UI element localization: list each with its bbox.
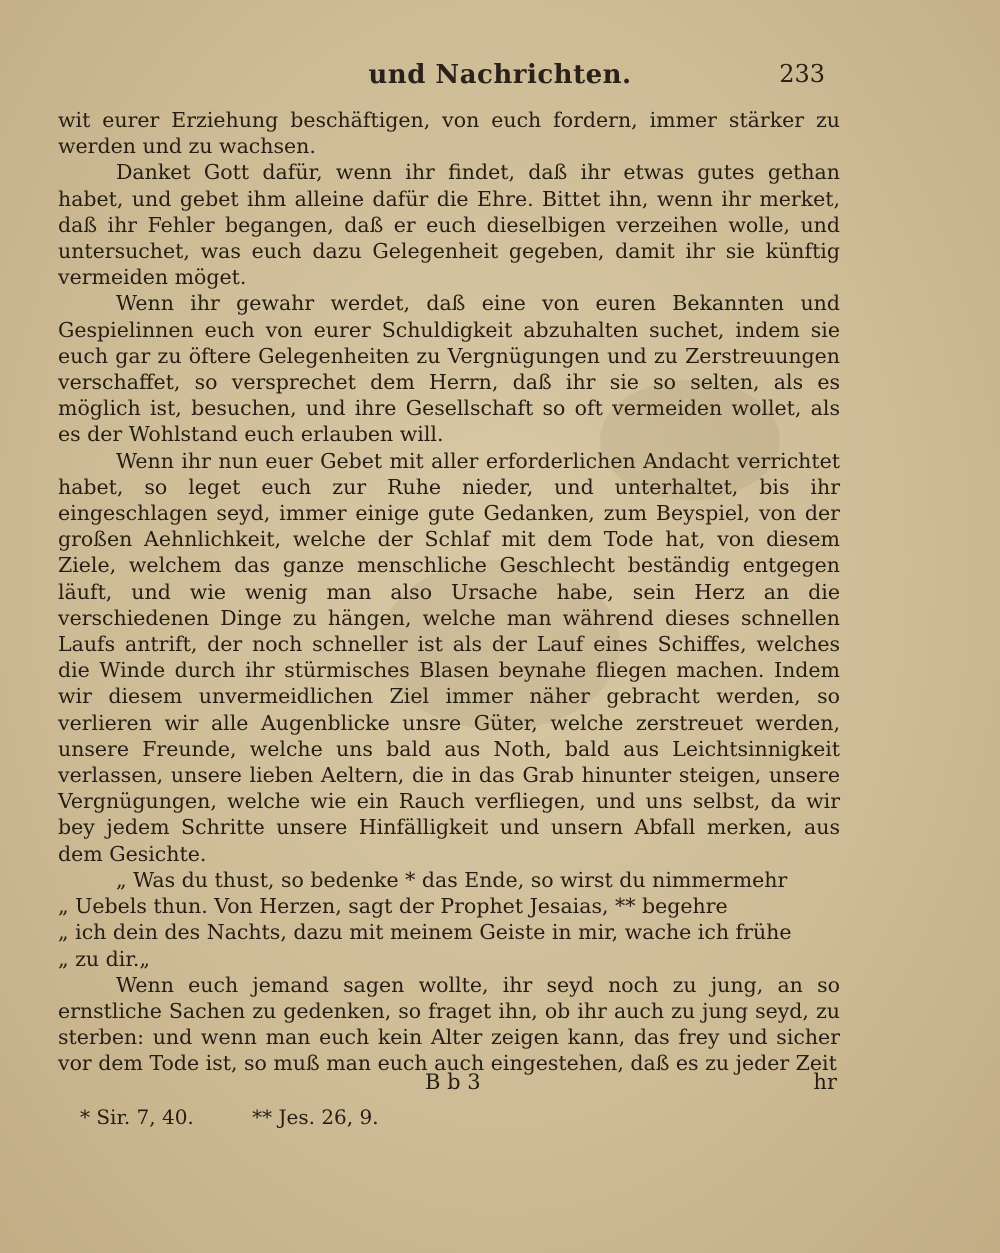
paragraph: Wenn ihr nun euer Gebet mit aller erforderlichen Andacht verrichtet habet, so leget euch zur Ruhe nieder, und unterhaltet, bis ihr eingeschlagen seyd, immer einige gute Gedanken, zum Beyspiel, von der großen Aehnlichkeit, welche der Schlaf mit dem Tode hat, von diesem Ziele, welchem das ganze menschliche Geschlecht beständig entgegen läuft, und wie wenig man also Ursache habe, sein Herz an die verschiedenen Dinge zu hängen, welche man während dieses schnellen Laufs antrift, der noch schneller ist als der Lauf eines Schiffes, welches die Winde durch ihr stürmisches Blasen beynahe fliegen machen. Indem wir diesem unvermeidlichen Ziel immer näher gebracht werden, so verlieren wir alle Augenblicke unsre Güter, welche zerstreuet werden, unsere Freunde, welche uns bald aus Noth, bald aus Leichtsinnigkeit verlassen, unsere lieben Aeltern, die in das Grab hinunter steigen, unsere Vergnügungen, welche wie ein Rauch verfliegen, und uns selbst, da wir bey jedem Schritte unsere Hinfälligkeit und unsern Abfall merken, aus dem Gesichte.	[58, 448, 840, 866]
running-head: und Nachrichten.	[368, 60, 632, 90]
page-number: 233	[779, 60, 825, 88]
catchword: hr	[813, 1070, 837, 1094]
paragraph: wit eurer Erziehung beschäftigen, von euch fordern, immer stärker zu werden und zu wachsen.	[58, 108, 840, 159]
quote-line: „ Was du thust, so bedenke * das Ende, so wirst du nimmermehr	[116, 867, 788, 892]
footnote: * Sir. 7, 40.	[80, 1105, 194, 1129]
footnote: ** Jes. 26, 9.	[252, 1105, 379, 1129]
quotation	[58, 867, 840, 972]
body-text	[58, 107, 840, 1077]
paragraph: Danket Gott dafür, wenn ihr findet, daß ihr etwas gutes gethan habet, und gebet ihm alleine dafür die Ehre. Bittet ihn, wenn ihr merket, daß ihr Fehler begangen, daß er euch dieselbigen verzeihen wolle, und untersuchet, was euch dazu Gelegenheit gegeben, damit ihr sie künftig vermeiden möget.	[58, 160, 840, 290]
quote-line: „ Uebels thun. Von Herzen, sagt der Prophet Jesaias, ** begehre	[58, 894, 728, 919]
signature-mark: B b 3	[425, 1070, 481, 1094]
paragraph: Wenn ihr gewahr werdet, daß eine von euren Bekannten und Gespielinnen euch von eurer Schuldigkeit abzuhalten suchet, indem sie euch gar zu öftere Gelegenheiten zu Vergnügungen und zu Zerstreuungen verschaffet, so versprechet dem Herrn, daß ihr sie so selten, als es möglich ist, besuchen, und ihre Gesellschaft so oft vermeiden wollet, als es der Wohlstand euch erlauben will.	[58, 291, 840, 447]
footnotes	[80, 1105, 431, 1129]
page-foot-line	[0, 1070, 1000, 1100]
quote-line: „ zu dir.„	[58, 946, 151, 971]
quote-line: „ ich dein des Nachts, dazu mit meinem Geiste in mir, wache ich frühe	[58, 920, 792, 945]
page-header	[0, 60, 1000, 94]
paragraph: Wenn euch jemand sagen wollte, ihr seyd noch zu jung, an so ernstliche Sachen zu gedenken, so fraget ihn, ob ihr auch zu jung seyd, zu sterben: und wenn man euch kein Alter zeigen kann, das frey und sicher vor dem Tode ist, so muß man euch auch eingestehen, daß es zu jeder Zeit	[58, 972, 840, 1076]
